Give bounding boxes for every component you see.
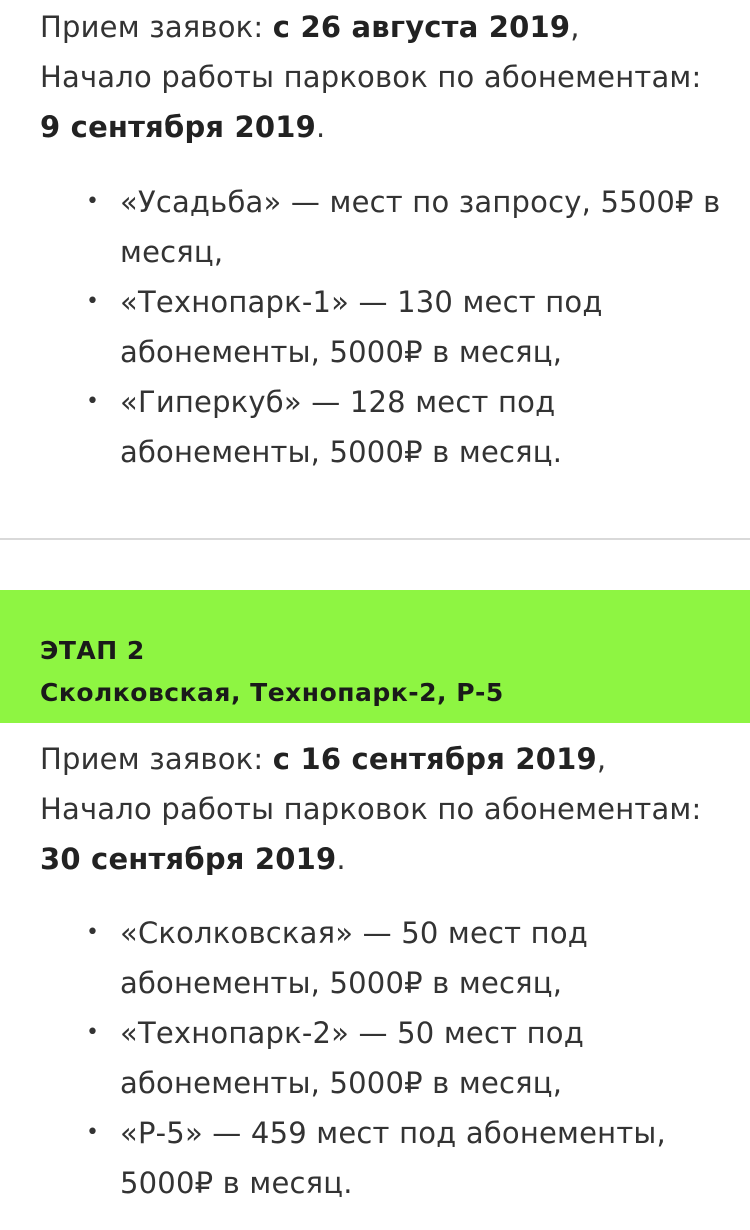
start-date: 9 сентября 2019 [40, 110, 317, 144]
bullet-icon: • [86, 1020, 100, 1045]
parking-text: «Технопарк-2» — 50 мест под абонементы, 5000₽ в месяц, [120, 1016, 584, 1100]
list-item [84, 908, 734, 1008]
punctuation: . [316, 110, 326, 144]
parking-text: «Усадьба» — мест по запросу, 5500₽ в месяц, [120, 185, 721, 269]
punctuation: , [570, 10, 580, 44]
stage2-parking-list [84, 908, 734, 1208]
stage2-start-text [40, 784, 730, 884]
list-item [84, 1108, 734, 1208]
bullet-icon: • [86, 289, 100, 314]
parking-text: «Сколковская» — 50 мест под абонементы, 5000₽ в месяц, [120, 916, 589, 1000]
stage1-info [40, 2, 730, 152]
section-divider [0, 538, 750, 540]
list-item [84, 377, 734, 477]
list-item [84, 277, 734, 377]
applications-date: с 26 августа 2019 [272, 10, 571, 44]
stage1-parking-list [84, 177, 734, 477]
punctuation: . [336, 842, 346, 876]
parking-text: «Гиперкуб» — 128 мест под абонементы, 5000₽ в месяц. [120, 385, 563, 469]
stage1-applications-text [40, 2, 730, 52]
start-label: Начало работы парковок по абонементам: [40, 60, 702, 94]
bullet-icon: • [86, 389, 100, 414]
stage1-start-text [40, 52, 730, 152]
list-item [84, 1008, 734, 1108]
start-label: Начало работы парковок по абонементам: [40, 792, 702, 826]
stage2-title: ЭТАП 2 [40, 636, 145, 665]
applications-label: Прием заявок: [40, 742, 273, 776]
stage2-banner [0, 590, 750, 723]
start-date: 30 сентября 2019 [40, 842, 337, 876]
applications-label: Прием заявок: [40, 10, 273, 44]
bullet-icon: • [86, 1120, 100, 1145]
parking-text: «Р-5» — 459 мест под абонементы, 5000₽ в месяц. [120, 1116, 666, 1200]
parking-text: «Технопарк-1» — 130 мест под абонементы, 5000₽ в месяц, [120, 285, 603, 369]
applications-date: с 16 сентября 2019 [272, 742, 597, 776]
bullet-icon: • [86, 189, 100, 214]
list-item [84, 177, 734, 277]
stage2-subtitle: Сколковская, Технопарк-2, Р-5 [40, 678, 504, 707]
bullet-icon: • [86, 920, 100, 945]
stage2-applications-text [40, 734, 730, 784]
punctuation: , [596, 742, 607, 776]
stage2-info [40, 734, 730, 884]
